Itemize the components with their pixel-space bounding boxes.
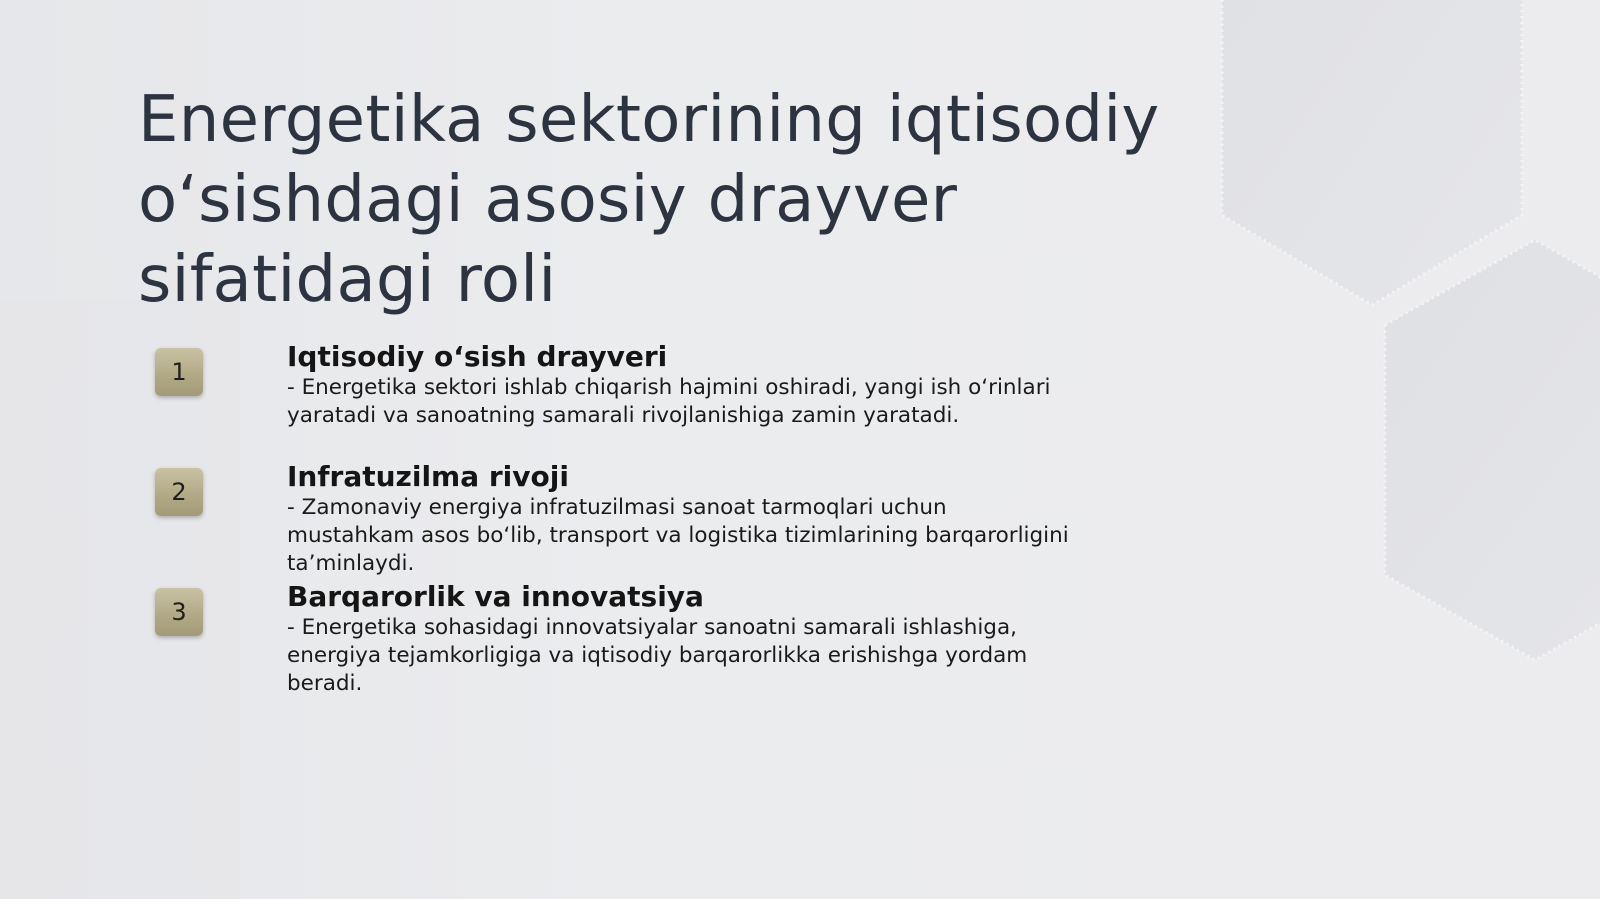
- list-item-content: [287, 340, 1107, 430]
- hexagon-right: [1385, 240, 1600, 660]
- list-item-heading: Infratuzilma rivoji: [287, 460, 569, 493]
- number-badge: 1: [155, 348, 203, 396]
- left-shade: [0, 300, 240, 899]
- list-item-description: - Energetika sohasidagi innovatsiyalar sanoatni samarali ishlashiga, energiya tejamkorligiga va iqtisodiy barqarorlikka erishishga yordam beradi.: [287, 615, 1028, 696]
- list-item-heading: Iqtisodiy o‘sish drayveri: [287, 340, 668, 373]
- number-badge: 3: [155, 588, 203, 636]
- number-badge: 2: [155, 468, 203, 516]
- list-item-heading: Barqarorlik va innovatsiya: [287, 580, 704, 613]
- list-item-content: [287, 580, 1107, 698]
- list-item-description: - Zamonaviy energiya infratuzilmasi sanoat tarmoqlari uchun mustahkam asos bo‘lib, transport va logistika tizimlarining barqarorligini ta’minlaydi.: [287, 495, 1069, 576]
- list-item-content: [287, 460, 1107, 578]
- hexagon-top: [1222, 0, 1522, 305]
- slide-title: Energetika sektorining iqtisodiy o‘sishdagi asosiy drayver sifatidagi roli: [138, 83, 1160, 317]
- list-item-description: - Energetika sektori ishlab chiqarish hajmini oshiradi, yangi ish o‘rinlari yaratadi va sanoatning samarali rivojlanishiga zamin yaratadi.: [287, 375, 1051, 428]
